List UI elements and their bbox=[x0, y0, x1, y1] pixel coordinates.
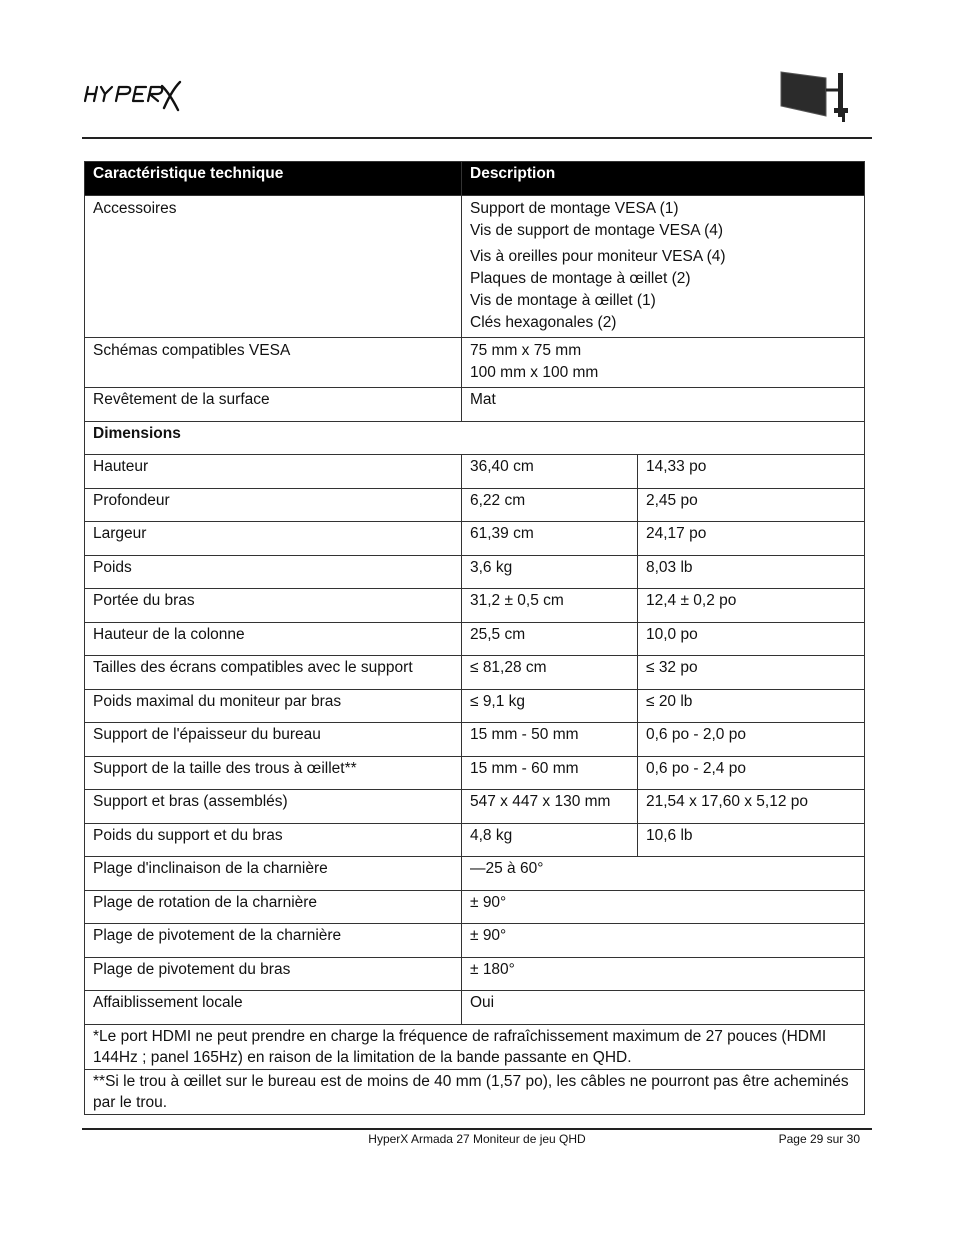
table-row bbox=[85, 890, 865, 924]
dimension-imperial: ≤ 32 po bbox=[638, 656, 865, 690]
dimension-label: Largeur bbox=[85, 522, 462, 556]
dimension-metric: 61,39 cm bbox=[462, 522, 638, 556]
dimension-label: Hauteur de la colonne bbox=[85, 622, 462, 656]
dimension-imperial: 10,0 po bbox=[638, 622, 865, 656]
monitor-arm-icon bbox=[778, 70, 852, 124]
table-row bbox=[85, 421, 865, 455]
dimension-metric: ≤ 81,28 cm bbox=[462, 656, 638, 690]
dimension-imperial: 10,6 lb bbox=[638, 823, 865, 857]
dimension-imperial: 14,33 po bbox=[638, 455, 865, 489]
dimension-imperial: ≤ 20 lb bbox=[638, 689, 865, 723]
surface-label: Revêtement de la surface bbox=[85, 388, 462, 422]
dimension-label: Poids bbox=[85, 555, 462, 589]
table-row bbox=[85, 823, 865, 857]
dimension-imperial: 12,4 ± 0,2 po bbox=[638, 589, 865, 623]
footnote-grommet: **Si le trou à œillet sur le bureau est de moins de 40 mm (1,57 po), les câbles ne pourront pas être acheminés par le trou. bbox=[85, 1069, 865, 1114]
table-row bbox=[85, 656, 865, 690]
table-row bbox=[85, 196, 865, 338]
dimension-metric: 547 x 447 x 130 mm bbox=[462, 790, 638, 824]
table-row bbox=[85, 1069, 865, 1114]
vesa-label: Schémas compatibles VESA bbox=[85, 338, 462, 388]
list-item: Clés hexagonales (2) bbox=[470, 314, 617, 331]
dimension-label: Profondeur bbox=[85, 488, 462, 522]
dimensions-section-title: Dimensions bbox=[85, 421, 865, 455]
dimension-imperial: 0,6 po - 2,4 po bbox=[638, 756, 865, 790]
header-characteristic: Caractéristique technique bbox=[85, 162, 462, 196]
range-value: —25 à 60° bbox=[462, 857, 865, 891]
dimension-metric: 36,40 cm bbox=[462, 455, 638, 489]
specifications-table bbox=[84, 161, 865, 1115]
surface-value: Mat bbox=[462, 388, 865, 422]
table-row bbox=[85, 455, 865, 489]
footer-document-title: HyperX Armada 27 Moniteur de jeu QHD bbox=[368, 1132, 586, 1146]
table-row bbox=[85, 756, 865, 790]
dimension-label: Tailles des écrans compatibles avec le support bbox=[85, 656, 462, 690]
dimension-imperial: 21,54 x 17,60 x 5,12 po bbox=[638, 790, 865, 824]
footnote-hdmi: *Le port HDMI ne peut prendre en charge la fréquence de rafraîchissement maximum de 27 pouces (HDMI 144Hz ; panel 165Hz) en raison de la limitation de la bande passante en QHD. bbox=[85, 1024, 865, 1069]
dimension-imperial: 8,03 lb bbox=[638, 555, 865, 589]
range-label: Plage de pivotement du bras bbox=[85, 957, 462, 991]
footer-divider bbox=[82, 1128, 872, 1130]
range-value: ± 180° bbox=[462, 957, 865, 991]
table-row bbox=[85, 522, 865, 556]
dimension-label: Poids maximal du moniteur par bras bbox=[85, 689, 462, 723]
dimension-metric: 3,6 kg bbox=[462, 555, 638, 589]
dimension-label: Portée du bras bbox=[85, 589, 462, 623]
accessories-label: Accessoires bbox=[85, 196, 462, 338]
hyperx-logo-icon bbox=[84, 80, 182, 112]
dimension-label: Support de la taille des trous à œillet** bbox=[85, 756, 462, 790]
range-label: Plage de pivotement de la charnière bbox=[85, 924, 462, 958]
range-label: Plage de rotation de la charnière bbox=[85, 890, 462, 924]
list-item: Vis de support de montage VESA (4) bbox=[470, 222, 724, 239]
list-item: Support de montage VESA (1) bbox=[470, 200, 679, 217]
table-row bbox=[85, 1024, 865, 1069]
range-label: Affaiblissement locale bbox=[85, 991, 462, 1025]
table-row bbox=[85, 857, 865, 891]
table-row bbox=[85, 338, 865, 388]
dimension-metric: 15 mm - 60 mm bbox=[462, 756, 638, 790]
table-row bbox=[85, 924, 865, 958]
list-item: Vis de montage à œillet (1) bbox=[470, 292, 656, 309]
table-row bbox=[85, 723, 865, 757]
header-divider bbox=[82, 137, 872, 139]
dimension-metric: 31,2 ± 0,5 cm bbox=[462, 589, 638, 623]
dimension-label: Hauteur bbox=[85, 455, 462, 489]
table-row bbox=[85, 488, 865, 522]
table-row bbox=[85, 957, 865, 991]
footer-page-number: Page 29 sur 30 bbox=[778, 1132, 860, 1146]
vesa-patterns bbox=[462, 338, 865, 388]
range-value: ± 90° bbox=[462, 890, 865, 924]
dimension-imperial: 0,6 po - 2,0 po bbox=[638, 723, 865, 757]
table-row bbox=[85, 589, 865, 623]
list-item: 100 mm x 100 mm bbox=[470, 364, 599, 381]
table-row bbox=[85, 991, 865, 1025]
dimension-metric: 4,8 kg bbox=[462, 823, 638, 857]
dimension-imperial: 24,17 po bbox=[638, 522, 865, 556]
range-value: ± 90° bbox=[462, 924, 865, 958]
list-item: Plaques de montage à œillet (2) bbox=[470, 270, 691, 287]
table-row bbox=[85, 689, 865, 723]
accessories-list bbox=[462, 196, 865, 338]
table-row bbox=[85, 388, 865, 422]
dimension-label: Poids du support et du bras bbox=[85, 823, 462, 857]
header-description: Description bbox=[462, 162, 865, 196]
table-row bbox=[85, 555, 865, 589]
table-header-row bbox=[85, 162, 865, 196]
table-row bbox=[85, 622, 865, 656]
dimension-imperial: 2,45 po bbox=[638, 488, 865, 522]
dimension-metric: 25,5 cm bbox=[462, 622, 638, 656]
dimension-label: Support de l'épaisseur du bureau bbox=[85, 723, 462, 757]
dimension-label: Support et bras (assemblés) bbox=[85, 790, 462, 824]
dimension-metric: 6,22 cm bbox=[462, 488, 638, 522]
range-label: Plage d'inclinaison de la charnière bbox=[85, 857, 462, 891]
dimension-metric: 15 mm - 50 mm bbox=[462, 723, 638, 757]
range-value: Oui bbox=[462, 991, 865, 1025]
dimension-metric: ≤ 9,1 kg bbox=[462, 689, 638, 723]
list-item: 75 mm x 75 mm bbox=[470, 342, 582, 359]
list-item: Vis à oreilles pour moniteur VESA (4) bbox=[470, 248, 726, 265]
table-row bbox=[85, 790, 865, 824]
